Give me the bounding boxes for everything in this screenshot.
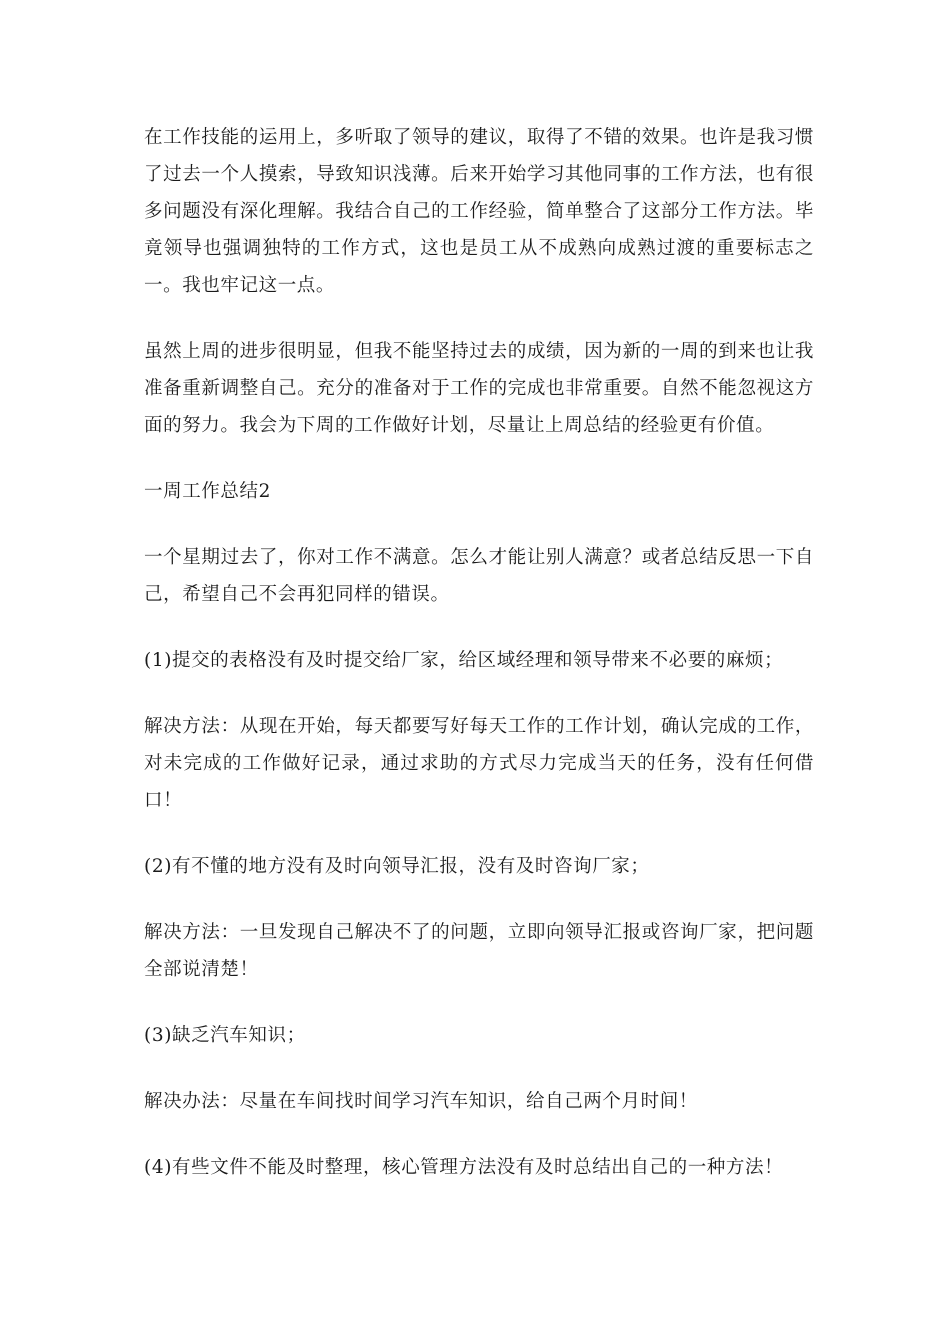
list-item-problem-4: (4)有些文件不能及时整理，核心管理方法没有及时总结出自己的一种方法！ <box>144 1157 784 1178</box>
list-item-solution-3: 解决办法：尽量在车间找时间学习汽车知识，给自己两个月时间！ <box>144 1091 698 1112</box>
document-body <box>144 119 814 1215</box>
list-item-problem-2: (2)有不懂的地方没有及时向领导汇报，没有及时咨询厂家； <box>144 856 650 877</box>
paragraph-intro: 一个星期过去了，你对工作不满意。怎么才能让别人满意？或者总结反思一下自己，希望自己不会再犯同样的错误。 <box>144 547 814 605</box>
list-item-problem-1: (1)提交的表格没有及时提交给厂家，给区域经理和领导带来不必要的麻烦； <box>144 650 784 671</box>
list-item-problem-3: (3)缺乏汽车知识； <box>144 1025 306 1046</box>
paragraph-skills: 在工作技能的运用上，多听取了领导的建议，取得了不错的效果。也许是我习惯了过去一个人摸索，导致知识浅薄。后来开始学习其他同事的工作方法，也有很多问题没有深化理解。我结合自己的工作经验，简单整合了这部分工作方法。毕竟领导也强调独特的工作方式，这也是员工从不成熟向成熟过渡的重要标志之一。我也牢记这一点。 <box>144 127 814 296</box>
list-item-solution-2: 解决方法：一旦发现自己解决不了的问题，立即向领导汇报或咨询厂家，把问题全部说清楚！ <box>144 922 814 980</box>
paragraph-next-week-plan: 虽然上周的进步很明显，但我不能坚持过去的成绩，因为新的一周的到来也让我准备重新调整自己。充分的准备对于工作的完成也非常重要。自然不能忽视这方面的努力。我会为下周的工作做好计划，尽量让上周总结的经验更有价值。 <box>144 341 814 436</box>
list-item-solution-1: 解决方法：从现在开始，每天都要写好每天工作的工作计划，确认完成的工作，对未完成的工作做好记录，通过求助的方式尽力完成当天的任务，没有任何借口！ <box>144 716 814 811</box>
section-heading: 一周工作总结2 <box>144 481 271 502</box>
